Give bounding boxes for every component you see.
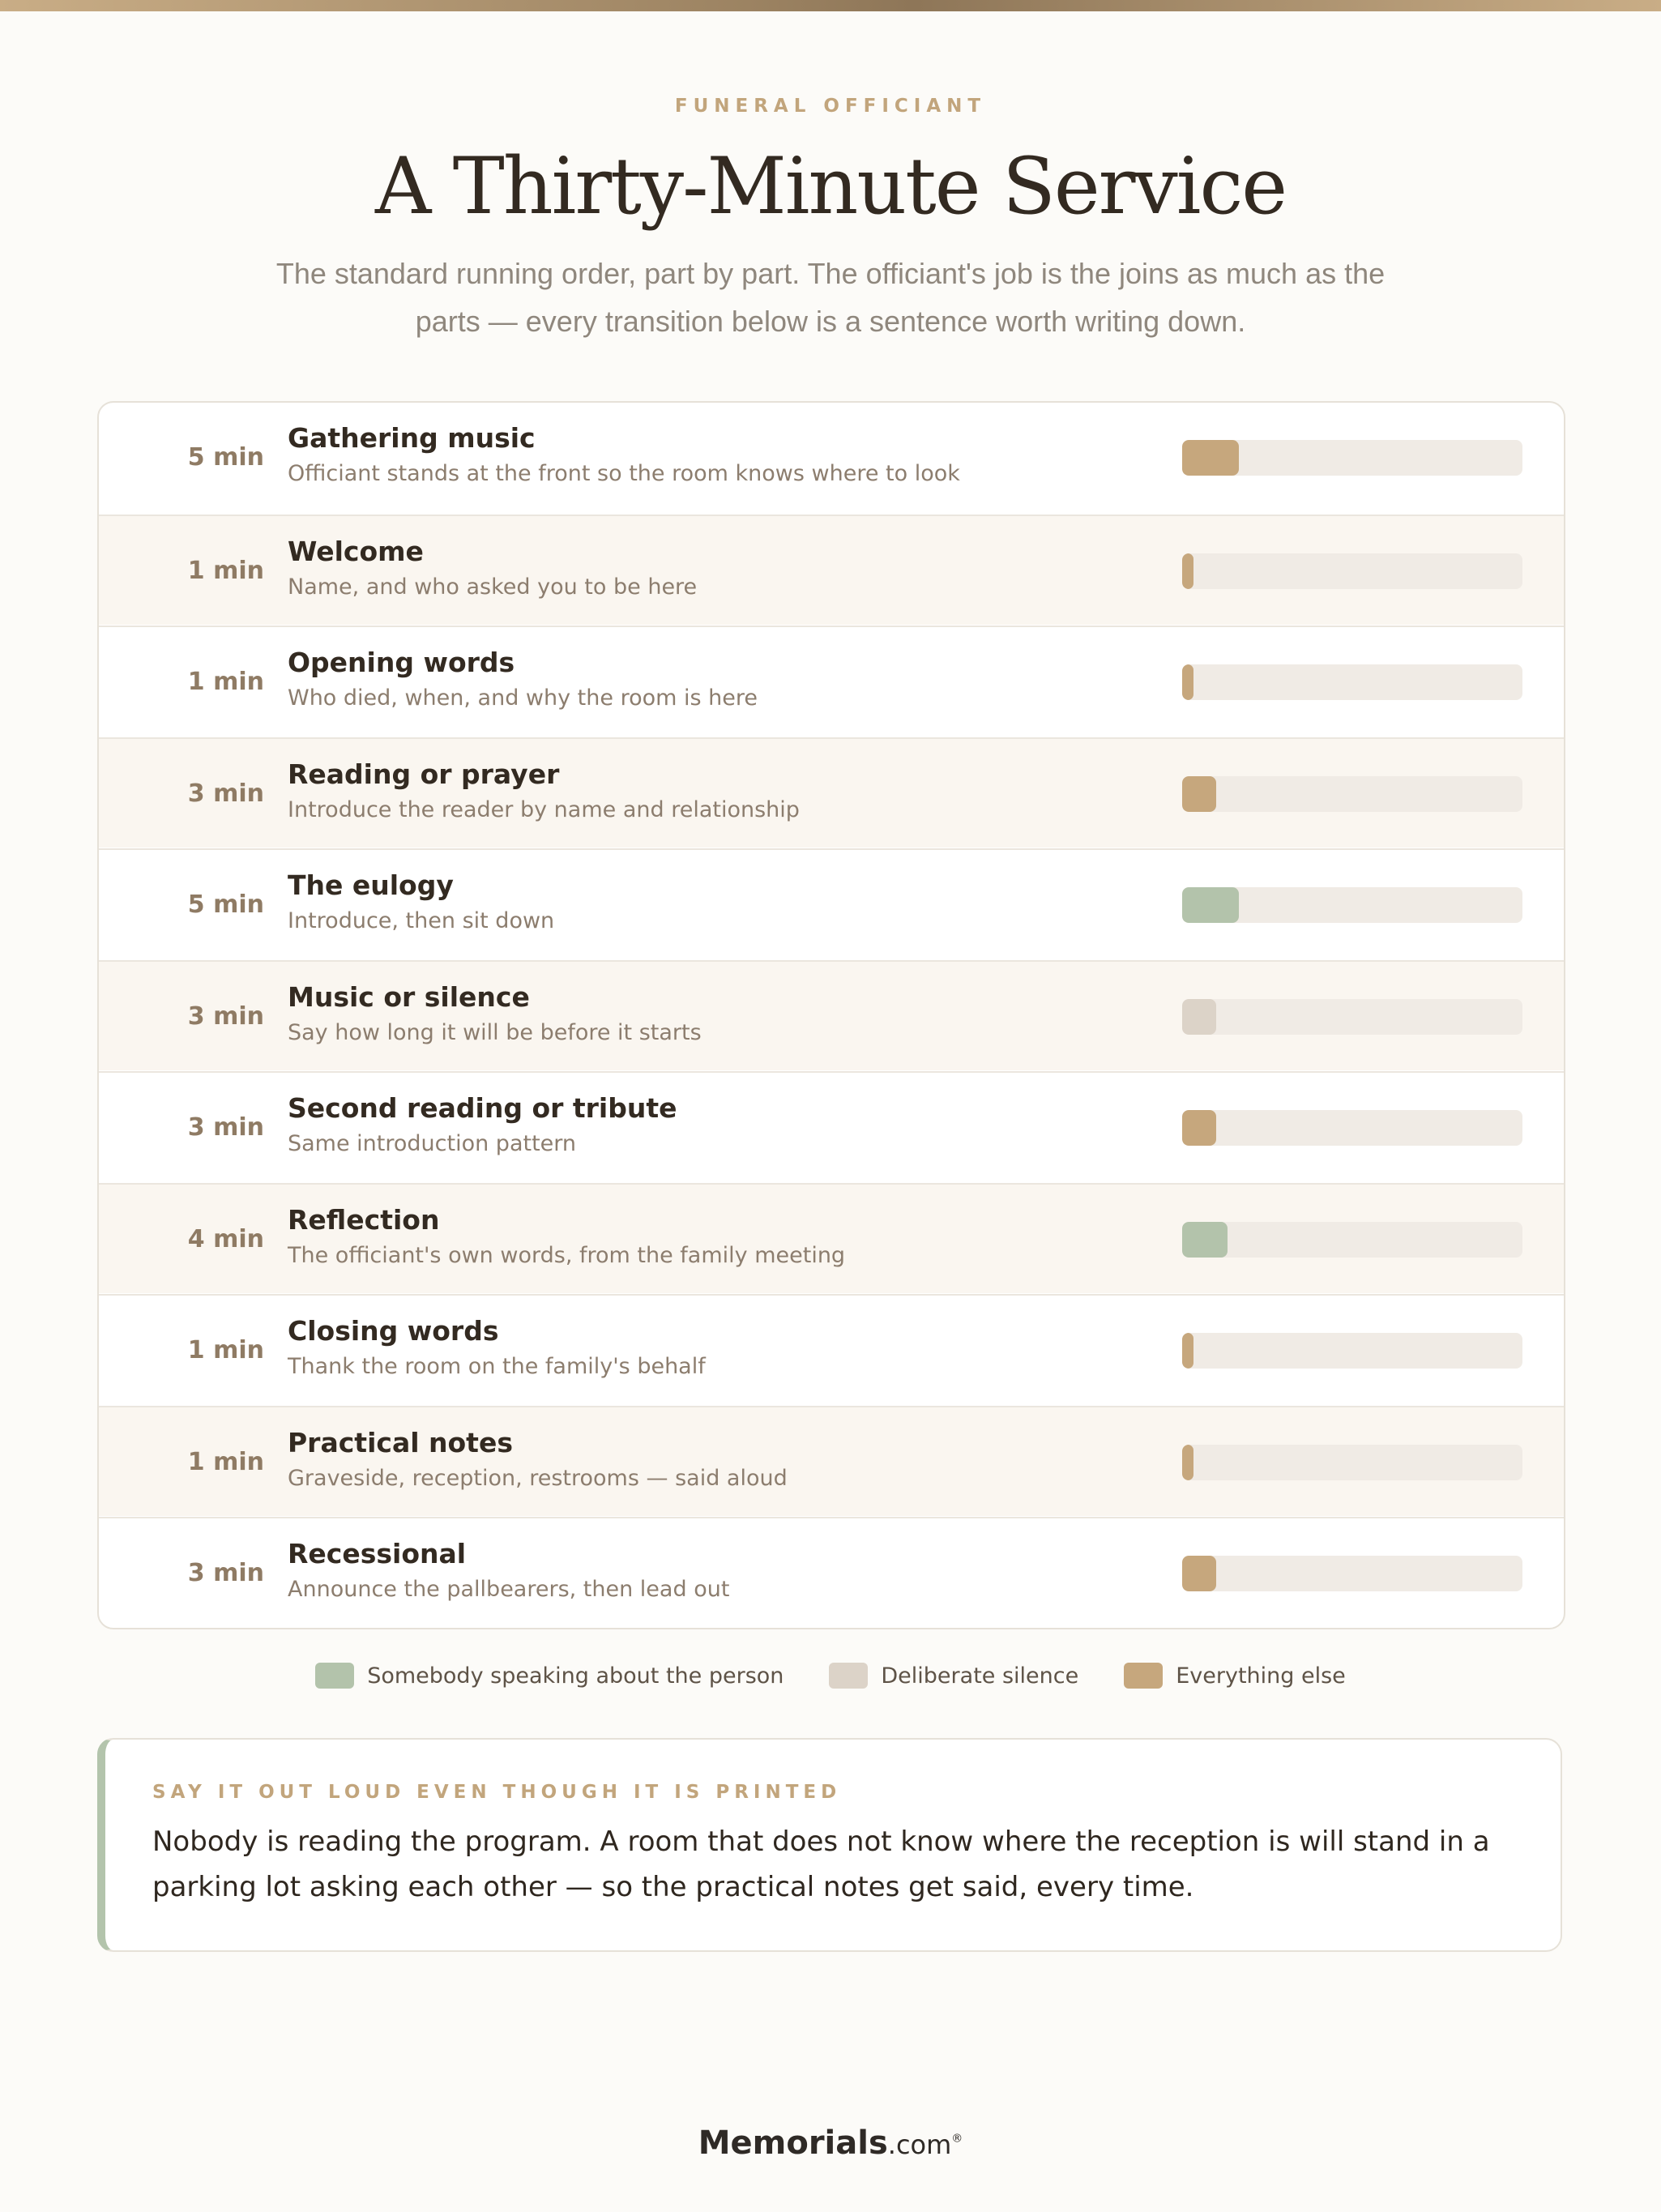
duration-bar: [1182, 999, 1216, 1035]
logo-reg: ®: [951, 2132, 963, 2146]
bar-track: [1182, 1110, 1522, 1146]
legend-item-else: [1124, 1663, 1346, 1689]
legend-label: Deliberate silence: [881, 1663, 1079, 1689]
bar-track: [1182, 440, 1522, 476]
part-note: Introduce, then sit down: [288, 908, 555, 933]
part-title: Second reading or tribute: [288, 1092, 677, 1124]
part-title: Practical notes: [288, 1427, 513, 1458]
page-subtitle: The standard running order, part by part. The officiant's job is the joins as much as the parts — every transition below is a sentence worth writing down.: [275, 257, 1386, 338]
chart-legend: [0, 1659, 1661, 1692]
bar-track: [1182, 1445, 1522, 1480]
duration-label: 5 min: [187, 443, 264, 472]
duration-bar: [1182, 1556, 1216, 1591]
bar-track: [1182, 1333, 1522, 1369]
duration-label: 5 min: [187, 890, 264, 919]
top-accent-bar: [0, 0, 1661, 11]
duration-bar: [1182, 1445, 1193, 1480]
table-row: [99, 1406, 1564, 1516]
part-note: Introduce the reader by name and relationship: [288, 797, 800, 822]
legend-item-silence: [829, 1663, 1078, 1689]
bar-track: [1182, 1556, 1522, 1591]
duration-label: 3 min: [187, 779, 264, 808]
duration-label: 1 min: [187, 1448, 264, 1476]
legend-item-speaking: [315, 1663, 784, 1689]
legend-swatch: [315, 1663, 354, 1689]
logo-tld: .com: [887, 2129, 952, 2160]
table-row: [99, 515, 1564, 625]
logo-brand: Memorials: [698, 2124, 888, 2162]
duration-label: 4 min: [187, 1225, 264, 1253]
part-note: Who died, when, and why the room is here: [288, 685, 758, 711]
part-title: Reflection: [288, 1204, 440, 1236]
part-title: Gathering music: [288, 422, 536, 454]
table-row: [99, 1071, 1564, 1181]
duration-label: 3 min: [187, 1113, 264, 1142]
part-note: Graveside, reception, restrooms — said aloud: [288, 1466, 788, 1491]
callout-box: [97, 1738, 1562, 1952]
table-row: [99, 737, 1564, 848]
duration-bar: [1182, 1333, 1193, 1369]
duration-label: 3 min: [187, 1559, 264, 1587]
part-note: Announce the pallbearers, then lead out: [288, 1577, 730, 1602]
bar-track: [1182, 664, 1522, 700]
bar-track: [1182, 553, 1522, 589]
table-row: [99, 403, 1564, 513]
table-row: [99, 1517, 1564, 1627]
part-note: Same introduction pattern: [288, 1131, 577, 1156]
legend-label: Somebody speaking about the person: [367, 1663, 784, 1689]
part-note: Officiant stands at the front so the room knows where to look: [288, 461, 960, 486]
part-title: Welcome: [288, 536, 424, 567]
duration-bar: [1182, 887, 1239, 923]
bar-track: [1182, 887, 1522, 923]
duration-bar: [1182, 664, 1193, 700]
duration-label: 1 min: [187, 668, 264, 696]
duration-label: 1 min: [187, 1336, 264, 1364]
duration-bar: [1182, 440, 1239, 476]
eyebrow-label: FUNERAL OFFICIANT: [674, 96, 987, 117]
part-note: Thank the room on the family's behalf: [288, 1354, 706, 1379]
table-row: [99, 626, 1564, 736]
callout-label: SAY IT OUT LOUD EVEN THOUGH IT IS PRINTED: [152, 1782, 842, 1803]
part-title: Reading or prayer: [288, 758, 560, 790]
bar-track: [1182, 1222, 1522, 1258]
duration-bar: [1182, 1222, 1228, 1258]
duration-bar: [1182, 1110, 1216, 1146]
part-note: Name, and who asked you to be here: [288, 574, 698, 600]
table-row: [99, 960, 1564, 1070]
part-title: Opening words: [288, 647, 515, 678]
duration-label: 1 min: [187, 557, 264, 585]
table-row: [99, 848, 1564, 959]
part-title: The eulogy: [288, 869, 454, 901]
legend-swatch: [829, 1663, 868, 1689]
callout-text: Nobody is reading the program. A room that does not know where the reception is will stand in a parking lot asking each other — so the practical notes get said, every time.: [152, 1826, 1490, 1903]
page-title: A Thirty-Minute Service: [374, 141, 1287, 232]
table-row: [99, 1183, 1564, 1293]
legend-label: Everything else: [1176, 1663, 1346, 1689]
duration-bar: [1182, 553, 1193, 589]
part-title: Closing words: [288, 1315, 499, 1347]
bar-track: [1182, 776, 1522, 812]
table-row: [99, 1294, 1564, 1404]
part-note: Say how long it will be before it starts: [288, 1020, 702, 1045]
part-title: Music or silence: [288, 981, 530, 1013]
memorials-logo[interactable]: [0, 2124, 1661, 2162]
duration-label: 3 min: [187, 1002, 264, 1031]
legend-swatch: [1124, 1663, 1163, 1689]
schedule-table: [97, 401, 1565, 1629]
duration-bar: [1182, 776, 1216, 812]
part-title: Recessional: [288, 1538, 467, 1569]
bar-track: [1182, 999, 1522, 1035]
part-note: The officiant's own words, from the family meeting: [288, 1243, 846, 1268]
